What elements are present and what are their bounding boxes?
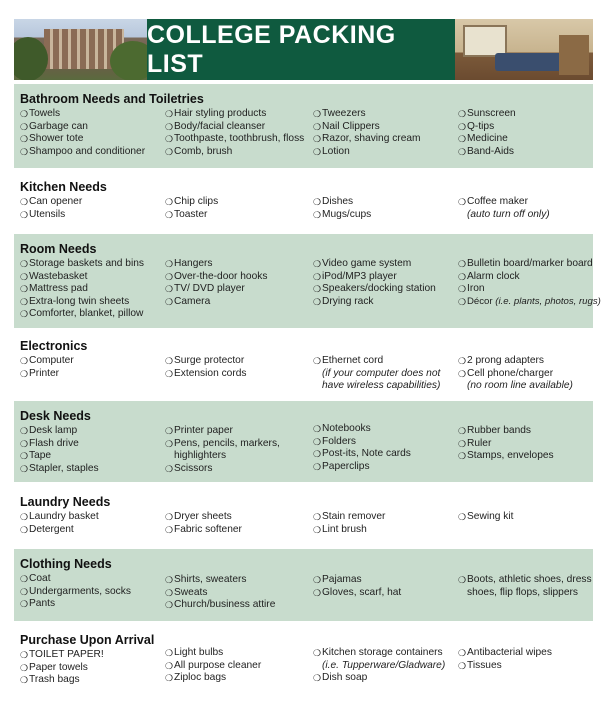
section-electronics — [14, 331, 593, 397]
circle-bullet-icon: ❍ — [20, 662, 29, 673]
list-item: ❍ Iron — [458, 283, 485, 295]
list-item: ❍ Computer — [20, 355, 74, 366]
list-item: ❍ Drying rack — [313, 295, 374, 307]
list-item: ❍ Stamps, envelopes — [458, 450, 554, 462]
header-banner — [14, 19, 593, 80]
circle-bullet-icon: ❍ — [165, 426, 174, 436]
list-item: ❍ Antibacterial wipes — [458, 647, 552, 658]
list-item: ❍ Light bulbs — [165, 647, 224, 658]
list-item: ❍ Gloves, scarf, hat — [313, 586, 402, 598]
column-4 — [458, 355, 604, 393]
circle-bullet-icon: ❍ — [165, 271, 174, 282]
column-1 — [20, 511, 165, 536]
list-item: ❍ Utensils — [20, 208, 66, 220]
list-item: ❍ Lotion — [313, 145, 350, 157]
circle-bullet-icon: ❍ — [20, 426, 29, 436]
circle-bullet-icon: ❍ — [165, 197, 174, 207]
list-item: ❍ Paper towels — [20, 661, 88, 673]
list-item: ❍ Coffee maker — [458, 196, 528, 207]
circle-bullet-icon: ❍ — [313, 512, 322, 522]
circle-bullet-icon: ❍ — [20, 146, 29, 157]
circle-bullet-icon: ❍ — [20, 451, 29, 462]
list-item: ❍ Nail Clippers — [313, 120, 380, 132]
circle-bullet-icon: ❍ — [165, 648, 174, 658]
circle-bullet-icon: ❍ — [20, 309, 29, 320]
circle-bullet-icon: ❍ — [458, 296, 467, 307]
circle-bullet-icon: ❍ — [458, 146, 467, 157]
circle-bullet-icon: ❍ — [20, 463, 29, 474]
list-item: ❍ Flash drive — [20, 437, 79, 449]
list-item: ❍ Speakers/docking station — [313, 283, 436, 295]
circle-bullet-icon: ❍ — [165, 368, 174, 379]
circle-bullet-icon: ❍ — [458, 575, 467, 585]
list-item: ❍ Kitchen storage containers — [313, 647, 443, 658]
column-4 — [458, 511, 604, 536]
section-laundry — [14, 487, 593, 543]
list-item: ❍ Band-Aids — [458, 145, 515, 157]
circle-bullet-icon: ❍ — [458, 284, 467, 295]
section-title: Bathroom Needs and Toiletries — [20, 92, 204, 106]
list-item: ❍ Shampoo and conditioner — [20, 145, 146, 157]
circle-bullet-icon: ❍ — [165, 296, 174, 307]
item-note: (if your computer does not — [322, 367, 441, 379]
list-item: ❍ Dryer sheets — [165, 511, 232, 522]
circle-bullet-icon: ❍ — [458, 426, 467, 436]
column-4 — [458, 425, 604, 475]
circle-bullet-icon: ❍ — [20, 134, 29, 145]
list-item: ❍ Stain remover — [313, 511, 386, 522]
list-item: ❍ Desk lamp — [20, 425, 78, 436]
list-item: ❍ Hair styling products — [165, 108, 267, 119]
list-item: ❍ TV/ DVD player — [165, 283, 245, 295]
column-2 — [165, 425, 313, 475]
dorm-room-photo — [455, 19, 593, 80]
list-item: ❍ Post-its, Note cards — [313, 448, 411, 460]
column-2 — [165, 355, 313, 393]
circle-bullet-icon: ❍ — [165, 356, 174, 366]
section-title: Clothing Needs — [20, 557, 112, 571]
circle-bullet-icon: ❍ — [20, 259, 29, 269]
list-item: ❍ All purpose cleaner — [165, 659, 262, 671]
circle-bullet-icon: ❍ — [20, 524, 29, 535]
column-2 — [165, 647, 313, 687]
list-item: ❍ Paperclips — [313, 460, 370, 472]
list-item: ❍ TOILET PAPER! — [20, 649, 104, 660]
list-item: ❍ Garbage can — [20, 120, 88, 132]
circle-bullet-icon: ❍ — [165, 512, 174, 522]
circle-bullet-icon: ❍ — [313, 575, 322, 585]
section-bathroom — [14, 84, 593, 168]
list-item: ❍ Sewing kit — [458, 511, 514, 522]
circle-bullet-icon: ❍ — [20, 121, 29, 132]
list-item: ❍ Surge protector — [165, 355, 245, 366]
column-3 — [313, 574, 458, 612]
list-item: ❍ Wastebasket — [20, 270, 88, 282]
list-item: ❍ Body/facial cleanser — [165, 120, 266, 132]
list-item-continuation: highlighters — [174, 450, 227, 462]
list-item: ❍ Laundry basket — [20, 511, 99, 522]
circle-bullet-icon: ❍ — [313, 436, 322, 447]
circle-bullet-icon: ❍ — [313, 449, 322, 460]
list-item: ❍ Medicine — [458, 133, 508, 145]
circle-bullet-icon: ❍ — [458, 438, 467, 449]
circle-bullet-icon: ❍ — [313, 424, 322, 434]
list-item: ❍ Storage baskets and bins — [20, 258, 144, 269]
section-room — [14, 234, 601, 328]
item-note: (no room line available) — [467, 380, 573, 392]
column-3 — [313, 355, 458, 393]
section-title: Purchase Upon Arrival — [20, 633, 155, 647]
circle-bullet-icon: ❍ — [20, 599, 29, 610]
column-4 — [458, 258, 604, 321]
list-item: ❍ Comb, brush — [165, 145, 233, 157]
list-item: ❍ Undergarments, socks — [20, 585, 131, 597]
circle-bullet-icon: ❍ — [458, 451, 467, 462]
list-item: ❍ Stapler, staples — [20, 462, 99, 474]
list-item: ❍ Hangers — [165, 258, 213, 269]
column-2 — [165, 574, 313, 612]
list-item: ❍ Notebooks — [313, 423, 371, 434]
column-1 — [20, 108, 165, 158]
column-3 — [313, 108, 458, 158]
list-item: ❍ Fabric softener — [165, 523, 242, 535]
circle-bullet-icon: ❍ — [20, 675, 29, 686]
list-item: ❍ Toothpaste, toothbrush, floss — [165, 133, 305, 145]
list-item: ❍ Dish soap — [313, 672, 368, 684]
list-item: ❍ Over-the-door hooks — [165, 270, 268, 282]
column-1 — [20, 649, 165, 687]
circle-bullet-icon: ❍ — [313, 146, 322, 157]
circle-bullet-icon: ❍ — [313, 524, 322, 535]
list-item: ❍ Pajamas — [313, 574, 362, 585]
circle-bullet-icon: ❍ — [20, 271, 29, 282]
section-title: Kitchen Needs — [20, 180, 107, 194]
column-4 — [458, 108, 604, 158]
list-item: ❍ Printer paper — [165, 425, 233, 436]
list-item: ❍ Tissues — [458, 659, 502, 671]
circle-bullet-icon: ❍ — [458, 512, 467, 522]
column-1 — [20, 355, 165, 393]
list-item: ❍ Alarm clock — [458, 270, 520, 282]
circle-bullet-icon: ❍ — [20, 209, 29, 220]
circle-bullet-icon: ❍ — [20, 512, 29, 522]
list-item: ❍ 2 prong adapters — [458, 355, 545, 366]
list-item: ❍ Sweats — [165, 586, 208, 598]
circle-bullet-icon: ❍ — [165, 673, 174, 684]
list-item: ❍ Décor (i.e. plants, photos, rugs) — [458, 295, 601, 307]
column-2 — [165, 196, 313, 221]
list-item: ❍ Extra-long twin sheets — [20, 295, 130, 307]
column-3 — [313, 423, 458, 475]
circle-bullet-icon: ❍ — [313, 109, 322, 119]
list-item: ❍ Video game system — [313, 258, 412, 269]
list-item: ❍ Sunscreen — [458, 108, 516, 119]
list-item: ❍ Cell phone/charger — [458, 367, 554, 379]
list-item: ❍ Ziploc bags — [165, 672, 227, 684]
circle-bullet-icon: ❍ — [313, 197, 322, 207]
list-item: ❍ Shirts, sweaters — [165, 574, 247, 585]
circle-bullet-icon: ❍ — [20, 574, 29, 584]
circle-bullet-icon: ❍ — [313, 648, 322, 658]
list-item: ❍ Lint brush — [313, 523, 367, 535]
column-2 — [165, 258, 313, 321]
list-item: ❍ Tape — [20, 450, 52, 462]
item-note: have wireless capabilities) — [322, 380, 441, 392]
circle-bullet-icon: ❍ — [20, 438, 29, 449]
column-3 — [313, 647, 458, 687]
section-title: Desk Needs — [20, 409, 91, 423]
circle-bullet-icon: ❍ — [313, 259, 322, 269]
circle-bullet-icon: ❍ — [313, 209, 322, 220]
circle-bullet-icon: ❍ — [458, 109, 467, 119]
list-item: ❍ Mugs/cups — [313, 208, 372, 220]
circle-bullet-icon: ❍ — [20, 368, 29, 379]
list-item: ❍ Chip clips — [165, 196, 219, 207]
circle-bullet-icon: ❍ — [165, 600, 174, 611]
circle-bullet-icon: ❍ — [165, 524, 174, 535]
list-item: ❍ Razor, shaving cream — [313, 133, 421, 145]
list-item: ❍ Pants — [20, 598, 56, 610]
column-4 — [458, 647, 604, 687]
column-1 — [20, 258, 165, 321]
circle-bullet-icon: ❍ — [20, 109, 29, 119]
page-title: COLLEGE PACKING LIST — [147, 19, 455, 80]
circle-bullet-icon: ❍ — [20, 197, 29, 207]
list-item: ❍ iPod/MP3 player — [313, 270, 397, 282]
circle-bullet-icon: ❍ — [165, 284, 174, 295]
circle-bullet-icon: ❍ — [20, 586, 29, 597]
list-item: ❍ Ethernet cord — [313, 355, 384, 366]
section-kitchen — [14, 172, 593, 230]
item-note: (i.e. plants, photos, rugs) — [495, 295, 601, 307]
circle-bullet-icon: ❍ — [20, 650, 29, 660]
list-item: ❍ Rubber bands — [458, 425, 532, 436]
circle-bullet-icon: ❍ — [313, 587, 322, 598]
list-item: ❍ Q-tips — [458, 120, 495, 132]
column-3 — [313, 258, 458, 321]
column-2 — [165, 511, 313, 536]
list-item: ❍ Comforter, blanket, pillow — [20, 308, 144, 320]
column-4 — [458, 196, 604, 221]
circle-bullet-icon: ❍ — [458, 259, 467, 269]
list-item: ❍ Folders — [313, 435, 356, 447]
list-item: ❍ Church/business attire — [165, 599, 276, 611]
section-purchase-upon-arrival — [14, 625, 593, 695]
circle-bullet-icon: ❍ — [313, 284, 322, 295]
circle-bullet-icon: ❍ — [165, 259, 174, 269]
circle-bullet-icon: ❍ — [313, 356, 322, 366]
list-item: ❍ Detergent — [20, 523, 74, 535]
list-item: ❍ Scissors — [165, 462, 213, 474]
list-item: ❍ Toaster — [165, 208, 208, 220]
circle-bullet-icon: ❍ — [458, 134, 467, 145]
circle-bullet-icon: ❍ — [165, 587, 174, 598]
circle-bullet-icon: ❍ — [313, 461, 322, 472]
list-item: ❍ Bulletin board/marker board — [458, 258, 593, 269]
list-item: ❍ Boots, athletic shoes, dress — [458, 574, 592, 585]
circle-bullet-icon: ❍ — [458, 271, 467, 282]
column-4 — [458, 574, 604, 612]
circle-bullet-icon: ❍ — [458, 660, 467, 671]
circle-bullet-icon: ❍ — [165, 109, 174, 119]
circle-bullet-icon: ❍ — [165, 438, 174, 449]
circle-bullet-icon: ❍ — [313, 296, 322, 307]
circle-bullet-icon: ❍ — [165, 575, 174, 585]
circle-bullet-icon: ❍ — [313, 134, 322, 145]
list-item: ❍ Shower tote — [20, 133, 84, 145]
list-item: ❍ Tweezers — [313, 108, 366, 119]
item-note: (i.e. Tupperware/Gladware) — [322, 659, 446, 671]
campus-building-photo — [14, 19, 147, 80]
circle-bullet-icon: ❍ — [20, 284, 29, 295]
list-item: ❍ Coat — [20, 573, 51, 584]
column-1 — [20, 573, 165, 612]
circle-bullet-icon: ❍ — [458, 368, 467, 379]
list-item: ❍ Printer — [20, 367, 60, 379]
list-item: ❍ Ruler — [458, 437, 492, 449]
list-item: ❍ Trash bags — [20, 674, 80, 686]
circle-bullet-icon: ❍ — [165, 121, 174, 132]
circle-bullet-icon: ❍ — [165, 146, 174, 157]
circle-bullet-icon: ❍ — [458, 356, 467, 366]
column-2 — [165, 108, 313, 158]
circle-bullet-icon: ❍ — [313, 271, 322, 282]
list-item-continuation: shoes, flip flops, slippers — [467, 586, 578, 598]
section-clothing — [14, 549, 593, 621]
item-note: (auto turn off only) — [467, 208, 550, 220]
circle-bullet-icon: ❍ — [20, 356, 29, 366]
list-item: ❍ Mattress pad — [20, 283, 88, 295]
section-title: Laundry Needs — [20, 495, 111, 509]
list-item: ❍ Towels — [20, 108, 61, 119]
circle-bullet-icon: ❍ — [165, 134, 174, 145]
column-3 — [313, 511, 458, 536]
circle-bullet-icon: ❍ — [458, 197, 467, 207]
column-1 — [20, 196, 165, 221]
list-item: ❍ Pens, pencils, markers, — [165, 437, 280, 449]
column-1 — [20, 425, 165, 475]
circle-bullet-icon: ❍ — [313, 673, 322, 684]
list-item: ❍ Can opener — [20, 196, 83, 207]
list-item: ❍ Camera — [165, 295, 211, 307]
list-item: ❍ Dishes — [313, 196, 354, 207]
circle-bullet-icon: ❍ — [165, 209, 174, 220]
circle-bullet-icon: ❍ — [165, 660, 174, 671]
circle-bullet-icon: ❍ — [20, 296, 29, 307]
circle-bullet-icon: ❍ — [458, 121, 467, 132]
list-item: ❍ Extension cords — [165, 367, 247, 379]
section-title: Room Needs — [20, 242, 97, 256]
section-desk — [14, 401, 593, 482]
section-title: Electronics — [20, 339, 88, 353]
column-3 — [313, 196, 458, 221]
circle-bullet-icon: ❍ — [313, 121, 322, 132]
circle-bullet-icon: ❍ — [458, 648, 467, 658]
circle-bullet-icon: ❍ — [165, 463, 174, 474]
